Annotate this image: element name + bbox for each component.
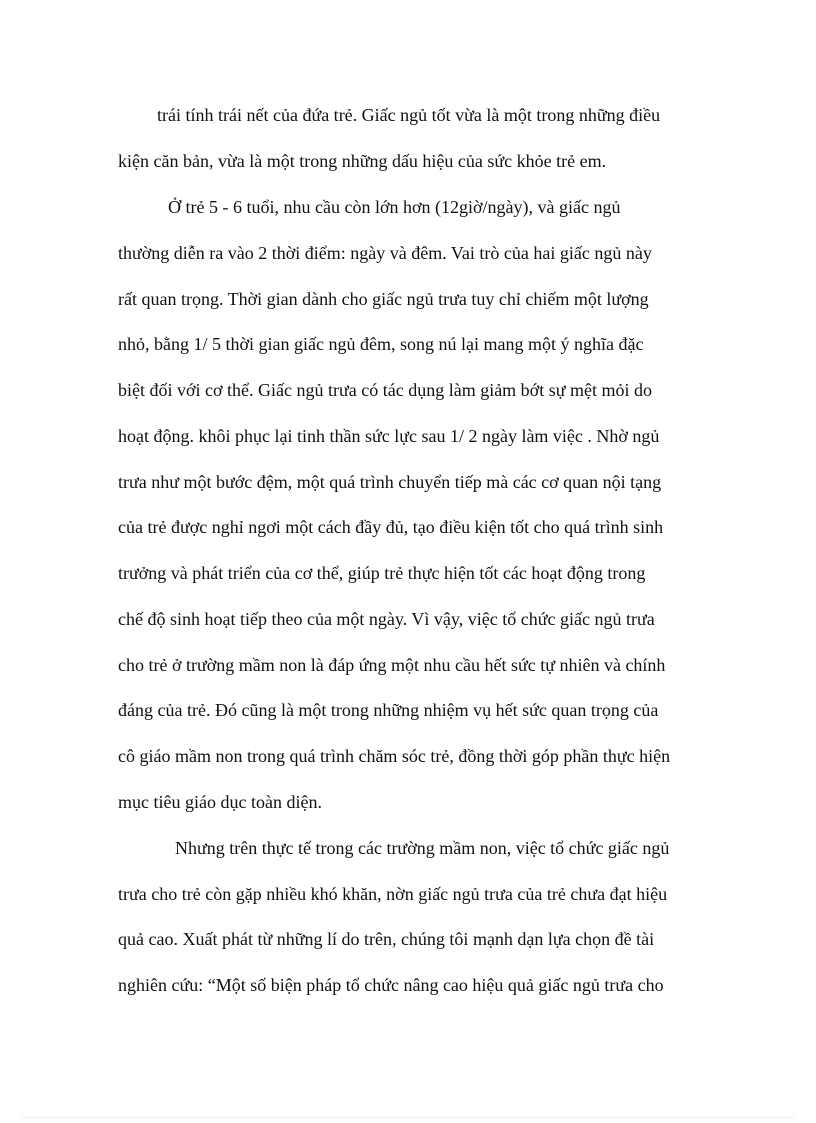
text-line: nghiên cứu: “Một số biện pháp tổ chức nâng cao hiệu quả giấc ngủ trưa cho: [118, 975, 664, 995]
text-line: cô giáo mầm non trong quá trình chăm sóc trẻ, đồng thời góp phần thực hiện: [118, 746, 671, 766]
page-bottom-edge: [22, 1117, 794, 1118]
text-line: Ở trẻ 5 - 6 tuổi, nhu cầu còn lớn hơn (12giờ/ngày), và giấc ngủ: [168, 197, 621, 217]
text-line: rất quan trọng. Thời gian dành cho giấc ngủ trưa tuy chỉ chiếm một lượng: [118, 289, 649, 309]
text-line: kiện căn bản, vừa là một trong những dấu hiệu của sức khỏe trẻ em.: [118, 151, 607, 171]
text-line: trưa cho trẻ còn gặp nhiều khó khăn, nờn giấc ngủ trưa của trẻ chưa đạt hiệu: [118, 884, 668, 904]
text-line: trưởng và phát triển của cơ thể, giúp trẻ thực hiện tốt các hoạt động trong: [118, 563, 646, 583]
text-line: biệt đối với cơ thể. Giấc ngủ trưa có tác dụng làm giảm bớt sự mệt mỏi do: [118, 380, 652, 400]
text-line: thường diễn ra vào 2 thời điểm: ngày và đêm. Vai trò của hai giấc ngủ này: [118, 243, 652, 263]
text-line: của trẻ được nghỉ ngơi một cách đầy đủ, tạo điều kiện tốt cho quá trình sinh: [118, 517, 664, 537]
text-line: quả cao. Xuất phát từ những lí do trên, chúng tôi mạnh dạn lựa chọn đề tài: [118, 929, 655, 949]
text-line: hoạt động. khôi phục lại tinh thần sức lực sau 1/ 2 ngày làm việc . Nhờ ngủ: [118, 426, 660, 446]
text-line: cho trẻ ở trường mầm non là đáp ứng một nhu cầu hết sức tự nhiên và chính: [118, 655, 666, 675]
text-line: chế độ sinh hoạt tiếp theo của một ngày. Vì vậy, việc tổ chức giấc ngủ trưa: [118, 609, 655, 629]
text-line: trái tính trái nết của đứa trẻ. Giấc ngủ tốt vừa là một trong những điều: [157, 105, 661, 125]
text-line: trưa như một bước đệm, một quá trình chuyển tiếp mà các cơ quan nội tạng: [118, 472, 662, 492]
text-line: mục tiêu giáo dục toàn diện.: [118, 792, 322, 812]
text-line: nhỏ, bằng 1/ 5 thời gian giấc ngủ đêm, song nú lại mang một ý nghĩa đặc: [118, 334, 644, 354]
text-line: đáng của trẻ. Đó cũng là một trong những nhiệm vụ hết sức quan trọng của: [118, 700, 659, 720]
text-line: Nhưng trên thực tế trong các trường mầm non, việc tổ chức giấc ngủ: [175, 838, 670, 858]
